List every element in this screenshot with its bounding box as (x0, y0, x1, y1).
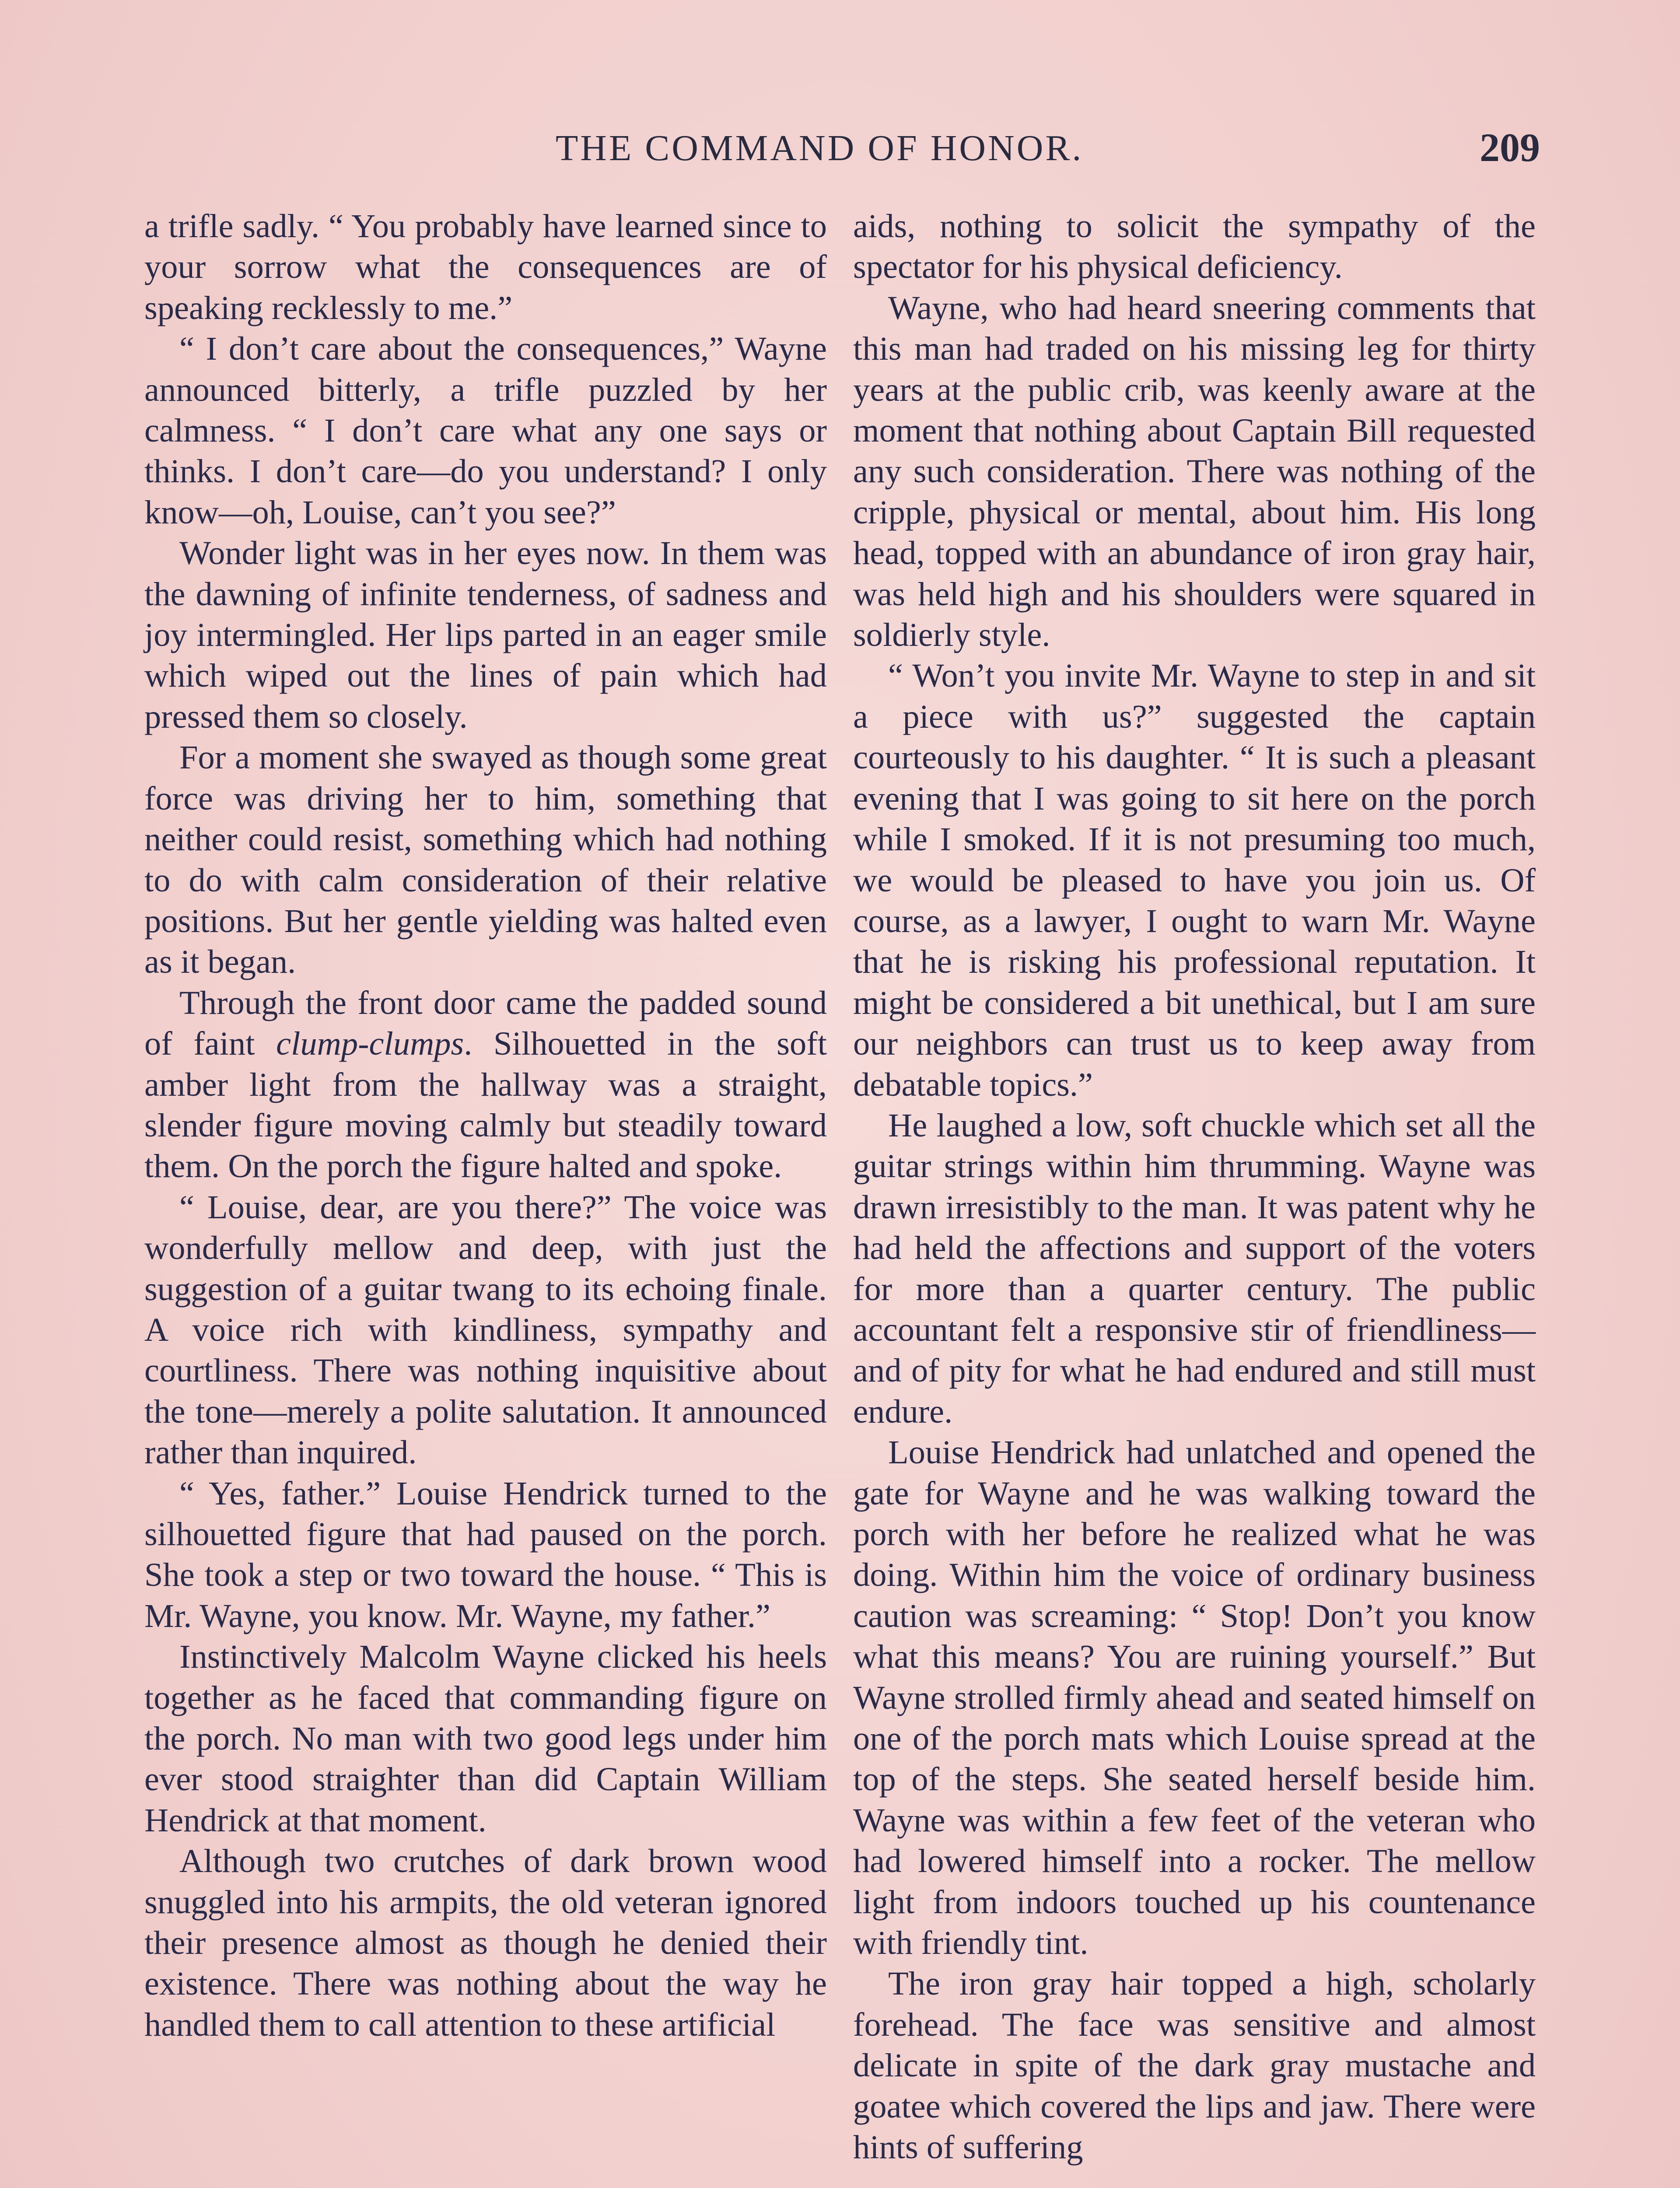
page-number: 209 (1480, 125, 1540, 170)
paragraph: He laughed a low, soft chuckle which set all the guitar strings within him thrumming. Wayne was drawn irresistibly to the man. It was patent why he had held the affections and support of the voters for more than a quarter century. The public accountant felt a responsive stir of friendliness—and of pity for what he had endured and still must endure. (853, 1106, 1536, 1430)
paragraph: Wonder light was in her eyes now. In them was the dawning of infinite tenderness, of sadness and joy intermingled. Her lips parted in an eager smile which wiped out the lines of pain which had pressed them so closely. (144, 534, 827, 735)
paragraph (144, 982, 827, 1187)
paragraph: Although two crutches of dark brown wood snuggled into his armpits, the old veteran ignored their presence almost as though he denied their existence. There was nothing about the way he handled them to call attention to these artificial (144, 1842, 827, 2043)
page-header (144, 127, 1540, 184)
paragraph: “ I don’t care about the consequences,” Wayne announced bitterly, a trifle puzzled by her calmness. “ I don’t care what any one says or thinks. I don’t care—do you understand? I only know—oh, Louise, can’t you see?” (144, 330, 827, 531)
left-column (144, 206, 827, 2045)
paragraph: “ Yes, father.” Louise Hendrick turned to the silhouetted figure that had paused on the porch. She took a step or two toward the house. “ This is Mr. Wayne, you know. Mr. Wayne, my father.” (144, 1474, 827, 1634)
paragraph: Instinctively Malcolm Wayne clicked his heels together as he faced that commanding figure on the porch. No man with two good legs under him ever stood straighter than did Captain William Hendrick at that moment. (144, 1638, 827, 1839)
paragraph: For a moment she swayed as though some great force was driving her to him, something that neither could resist, something which had nothing to do with calm consideration of their relative positions. But her gentle yielding was halted even as it began. (144, 739, 827, 981)
paragraph: Louise Hendrick had unlatched and opened the gate for Wayne and he was walking toward the porch with her before he realized what he was doing. Within him the voice of ordinary business caution was screaming: “ Stop! Don’t you know what this means? You are ruining yourself.” But Wayne strolled firmly ahead and seated himself on one of the porch mats which Louise spread at the top of the steps. She seated herself beside him. Wayne was within a few feet of the veteran who had lowered himself into a rocker. The mellow light from indoors touched up his countenance with friendly tint. (853, 1434, 1536, 1962)
paragraph-text: . Silhouetted in the soft amber light from the hallway was a straight, slender figure moving calmly but steadily toward them. On the porch the figure halted and spoke. (144, 1025, 827, 1185)
paragraph: The iron gray hair topped a high, scholarly forehead. The face was sensitive and almost delicate in spite of the dark gray mustache and goatee which covered the lips and jaw. There were hints of suffering (853, 1965, 1536, 2166)
paragraph: Wayne, who had heard sneering comments that this man had traded on his missing leg for thirty years at the public crib, was keenly aware at the moment that nothing about Captain Bill requested any such consideration. There was nothing of the cripple, physical or mental, about him. His long head, topped with an abundance of iron gray hair, was held high and his shoulders were squared in soldierly style. (853, 289, 1536, 654)
paragraph: a trifle sadly. “ You probably have learned since to your sorrow what the consequences are of speaking recklessly to me.” (144, 207, 827, 326)
right-column (853, 206, 1536, 2168)
paragraph-text: Through the front door came the padded sound of faint (144, 984, 827, 1062)
running-title: THE COMMAND OF HONOR. (556, 128, 1084, 168)
emphasis-text: clump-clumps (276, 1025, 464, 1062)
paragraph: “ Louise, dear, are you there?” The voice was wonderfully mellow and deep, with just the suggestion of a guitar twang to its echoing finale. A voice rich with kindliness, sympathy and courtliness. There was nothing inquisitive about the tone—merely a polite salutation. It announced rather than inquired. (144, 1188, 827, 1471)
paragraph: “ Won’t you invite Mr. Wayne to step in and sit a piece with us?” suggested the captain courteously to his daughter. “ It is such a pleasant evening that I was going to sit here on the porch while I smoked. If it is not presuming too much, we would be pleased to have you join us. Of course, as a lawyer, I ought to warn Mr. Wayne that he is risking his professional reputation. It might be considered a bit unethical, but I am sure our neighbors can trust us to keep away from debatable topics.” (853, 657, 1536, 1103)
paragraph: aids, nothing to solicit the sympathy of the spectator for his physical deficiency. (853, 207, 1536, 286)
